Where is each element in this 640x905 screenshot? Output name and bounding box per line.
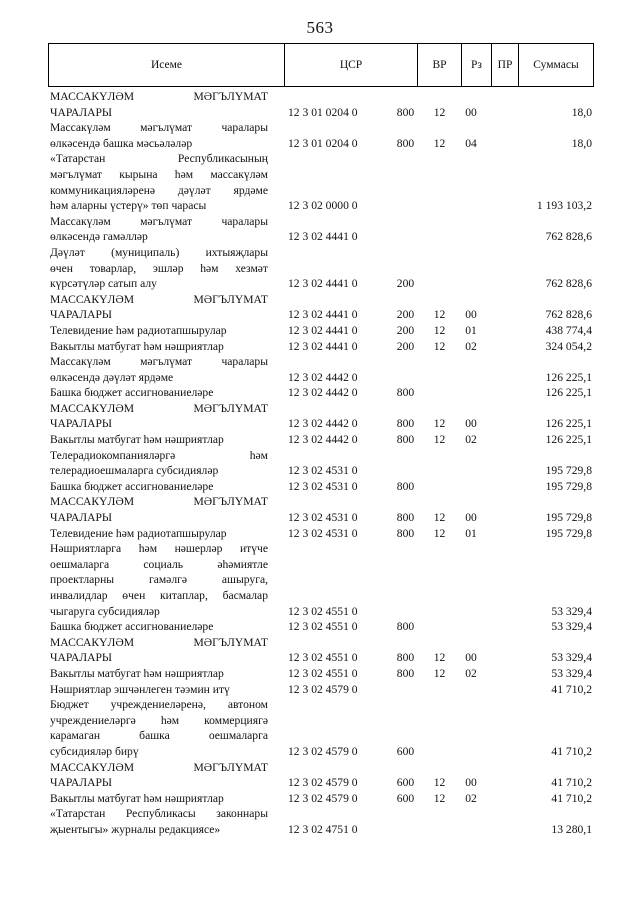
row-name — [50, 245, 268, 292]
row-sum: 195 729,8 — [545, 479, 592, 493]
row-name — [50, 541, 268, 619]
table-row — [50, 323, 594, 339]
row-name-line: Бюджет учреждениеләренә, автоном — [50, 698, 268, 712]
row-name-line: өлкәсендә дәүләт ярдәме — [50, 370, 174, 384]
row-sum: 18,0 — [571, 136, 592, 150]
row-name-line: Нәшриятларга һәм нәшерләр итүче — [50, 542, 268, 556]
row-sum: 53 329,4 — [551, 651, 592, 665]
row-name-line: «Татарстан Республикасының — [50, 152, 268, 166]
row-csr: 12 3 02 4442 0 — [288, 417, 358, 431]
row-csr: 12 3 02 4551 0 — [288, 666, 358, 680]
row-vr: 800 — [396, 620, 415, 634]
row-name-line: ЧАРАЛАРЫ — [50, 417, 113, 431]
row-name-line: карамаган башка оешмаларга — [50, 729, 268, 743]
row-name-line: ЧАРАЛАРЫ — [50, 651, 113, 665]
row-sum: 195 729,8 — [545, 526, 592, 540]
row-vr: 200 — [396, 277, 415, 291]
row-name-line: Башка бюджет ассигнованиеләре — [50, 479, 214, 493]
row-name-line: Массакүләм мәгълүмат чаралары — [50, 214, 268, 228]
row-name-line: ЧАРАЛАРЫ — [50, 776, 113, 790]
row-rz: 12 — [433, 776, 446, 790]
row-name-line: җыентыгы» журналы редакциясе» — [50, 822, 221, 836]
row-pr: 00 — [465, 417, 477, 431]
row-pr: 00 — [465, 105, 477, 119]
row-csr: 12 3 02 4441 0 — [288, 277, 358, 291]
row-pr: 01 — [465, 323, 477, 337]
row-name-line: Телерадиокомпанияләргә һәм — [50, 448, 268, 462]
row-name-line: ЧАРАЛАРЫ — [50, 511, 113, 525]
row-csr: 12 3 02 4579 0 — [288, 791, 358, 805]
row-csr: 12 3 02 4441 0 — [288, 230, 358, 244]
table-row — [50, 541, 594, 619]
row-csr: 12 3 01 0204 0 — [288, 105, 358, 119]
row-rz: 12 — [433, 308, 446, 322]
row-csr: 12 3 02 4551 0 — [288, 604, 358, 618]
row-name — [50, 494, 268, 525]
row-name-line: МАССАКҮЛӘМ МӘГЪЛҮМАТ — [50, 90, 268, 103]
row-vr: 200 — [396, 323, 415, 337]
row-vr: 800 — [396, 417, 415, 431]
row-name-line: һәм аларны үстерү» төп чарасы — [50, 199, 207, 213]
row-sum: 41 710,2 — [551, 791, 592, 805]
row-sum: 41 710,2 — [551, 776, 592, 790]
row-name-line: инвалидлар өчен китаплар, басмалар — [50, 589, 268, 602]
row-name — [50, 323, 268, 339]
row-vr: 600 — [396, 776, 415, 790]
row-name-line: Дәүләт (муниципаль) ихтыяҗлары — [50, 245, 268, 259]
row-pr: 00 — [465, 651, 477, 665]
table-row — [50, 760, 594, 791]
row-csr: 12 3 02 4441 0 — [288, 339, 358, 353]
row-name — [50, 619, 268, 635]
row-name — [50, 479, 268, 495]
row-sum: 41 710,2 — [551, 682, 592, 696]
row-sum: 53 329,4 — [551, 620, 592, 634]
row-rz: 12 — [433, 417, 446, 431]
table-row — [50, 479, 594, 495]
row-sum: 13 280,1 — [551, 822, 592, 836]
row-name-line: Вакытлы матбугат һәм нәшриятлар — [50, 666, 224, 680]
row-name-line: мәгълүмат кырына һәм массакүләм — [50, 167, 268, 181]
row-vr: 600 — [396, 791, 415, 805]
row-sum: 126 225,1 — [545, 370, 592, 384]
row-sum: 762 828,6 — [545, 277, 592, 291]
header-rz: Рз — [462, 44, 492, 86]
row-name — [50, 697, 268, 759]
row-name — [50, 151, 268, 213]
row-name-line: МАССАКҮЛӘМ МӘГЪЛҮМАТ — [50, 635, 268, 649]
table-row — [50, 151, 594, 213]
row-name-line: Нәшриятлар эшчәнлеген тәэмин итү — [50, 682, 230, 696]
table-row — [50, 791, 594, 807]
row-name-line: субсидияләр бирү — [50, 744, 139, 758]
row-sum: 126 225,1 — [545, 386, 592, 400]
row-name — [50, 292, 268, 323]
row-pr: 02 — [465, 666, 477, 680]
row-sum: 53 329,4 — [551, 604, 592, 618]
row-name-line: өчен товарлар, эшләр һәм хезмәт — [50, 261, 268, 275]
page-number: 563 — [306, 18, 334, 37]
table-row — [50, 635, 594, 666]
row-name-line: оешмаларга социаль әһәмиятле — [50, 557, 268, 571]
row-vr: 800 — [396, 433, 415, 447]
row-rz: 12 — [433, 433, 446, 447]
header-csr: ЦСР — [285, 44, 418, 86]
row-pr: 00 — [465, 776, 477, 790]
row-name-line: чыгаруга субсидияләр — [50, 604, 160, 618]
row-csr: 12 3 02 4579 0 — [288, 682, 358, 696]
row-name-line: Вакытлы матбугат һәм нәшриятлар — [50, 791, 224, 805]
row-name-line: ЧАРАЛАРЫ — [50, 105, 113, 119]
row-sum: 1 193 103,2 — [536, 199, 592, 213]
row-rz: 12 — [433, 511, 446, 525]
header-name: Исеме — [49, 44, 285, 86]
row-name-line: Массакүләм мәгълүмат чаралары — [50, 355, 268, 369]
row-vr: 800 — [396, 666, 415, 680]
table-row — [50, 401, 594, 432]
table-row — [50, 432, 594, 448]
table-row — [50, 339, 594, 355]
row-vr: 200 — [396, 339, 415, 353]
row-rz: 12 — [433, 666, 446, 680]
row-name-line: ЧАРАЛАРЫ — [50, 308, 113, 322]
table-row — [50, 292, 594, 323]
header-sum: Суммасы — [533, 59, 579, 71]
row-name-line: өлкәсендә гамәлләр — [50, 230, 148, 244]
table-row — [50, 494, 594, 525]
row-vr: 800 — [396, 386, 415, 400]
row-sum: 195 729,8 — [545, 464, 592, 478]
table-row — [50, 619, 594, 635]
row-csr: 12 3 01 0204 0 — [288, 136, 358, 150]
table-row — [50, 697, 594, 759]
table-row — [50, 385, 594, 401]
table-header — [48, 43, 594, 87]
table-row — [50, 526, 594, 542]
row-name-line: Вакытлы матбугат һәм нәшриятлар — [50, 339, 224, 353]
table-row — [50, 120, 594, 151]
row-name-line: «Татарстан Республикасы законнары — [50, 807, 268, 821]
row-csr: 12 3 02 4441 0 — [288, 323, 358, 337]
row-name-line: Телевидение һәм радиотапшырулар — [50, 526, 227, 540]
row-name — [50, 120, 268, 151]
row-name — [50, 432, 268, 448]
row-csr: 12 3 02 4442 0 — [288, 433, 358, 447]
row-csr: 12 3 02 4751 0 — [288, 822, 358, 836]
row-name — [50, 682, 268, 698]
row-name-line: күрсәтүләр сатып алу — [50, 277, 157, 291]
row-name-line: Вакытлы матбугат һәм нәшриятлар — [50, 433, 224, 447]
row-name-line: учреждениеләргә һәм коммерциягә — [50, 713, 268, 727]
row-sum: 438 774,4 — [545, 323, 592, 337]
row-name-line: Массакүләм мәгълүмат чаралары — [50, 121, 268, 135]
row-sum: 762 828,6 — [545, 230, 592, 244]
row-name-line: телерадиоешмаларга субсидияләр — [50, 464, 219, 478]
row-sum: 324 054,2 — [545, 339, 592, 353]
row-csr: 12 3 02 4579 0 — [288, 776, 358, 790]
row-pr: 02 — [465, 791, 477, 805]
row-csr: 12 3 02 4531 0 — [288, 464, 358, 478]
row-rz: 12 — [433, 136, 446, 150]
row-rz: 12 — [433, 791, 446, 805]
row-csr: 12 3 02 4531 0 — [288, 479, 358, 493]
row-sum: 195 729,8 — [545, 511, 592, 525]
row-csr: 12 3 02 4442 0 — [288, 370, 358, 384]
row-name — [50, 526, 268, 542]
table-row — [50, 89, 594, 120]
table-row — [50, 682, 594, 698]
row-name — [50, 760, 268, 791]
row-sum: 126 225,1 — [545, 417, 592, 431]
row-sum: 18,0 — [571, 105, 592, 119]
table-row — [50, 354, 594, 385]
row-name — [50, 354, 268, 385]
row-pr: 02 — [465, 433, 477, 447]
table-row — [50, 214, 594, 245]
row-name-line: өлкәсендә башка мәсьәләләр — [50, 136, 193, 150]
row-name-line: Башка бюджет ассигнованиеләре — [50, 386, 214, 400]
row-name-line: проектларны гамәлгә ашыруга, — [50, 573, 268, 587]
row-name — [50, 666, 268, 682]
row-sum: 126 225,1 — [545, 433, 592, 447]
row-vr: 800 — [396, 105, 415, 119]
row-csr: 12 3 02 4441 0 — [288, 308, 358, 322]
row-csr: 12 3 02 4551 0 — [288, 620, 358, 634]
row-name — [50, 401, 268, 432]
table-body — [50, 89, 594, 838]
row-name-line: Телевидение һәм радиотапшырулар — [50, 323, 227, 337]
row-name — [50, 339, 268, 355]
row-sum: 762 828,6 — [545, 308, 592, 322]
row-rz: 12 — [433, 651, 446, 665]
row-csr: 12 3 02 0000 0 — [288, 199, 358, 213]
row-rz: 12 — [433, 526, 446, 540]
row-csr: 12 3 02 4531 0 — [288, 511, 358, 525]
row-name — [50, 89, 268, 120]
row-rz: 12 — [433, 105, 446, 119]
row-vr: 800 — [396, 651, 415, 665]
row-csr: 12 3 02 4531 0 — [288, 526, 358, 540]
row-csr: 12 3 02 4579 0 — [288, 744, 358, 758]
row-csr: 12 3 02 4551 0 — [288, 651, 358, 665]
row-vr: 200 — [396, 308, 415, 322]
row-name-line: МАССАКҮЛӘМ МӘГЪЛҮМАТ — [50, 401, 268, 415]
row-name-line: МАССАКҮЛӘМ МӘГЪЛҮМАТ — [50, 292, 268, 306]
header-pr: ПР — [492, 44, 519, 86]
row-pr: 01 — [465, 526, 477, 540]
row-name — [50, 385, 268, 401]
row-vr: 800 — [396, 479, 415, 493]
row-rz: 12 — [433, 323, 446, 337]
row-pr: 04 — [465, 136, 477, 150]
row-rz: 12 — [433, 339, 446, 353]
row-sum: 41 710,2 — [551, 744, 592, 758]
table-row — [50, 448, 594, 479]
row-pr: 02 — [465, 339, 477, 353]
row-name — [50, 806, 268, 837]
row-name — [50, 635, 268, 666]
row-vr: 800 — [396, 511, 415, 525]
row-csr: 12 3 02 4442 0 — [288, 386, 358, 400]
row-name-line: Башка бюджет ассигнованиеләре — [50, 620, 214, 634]
row-name — [50, 448, 268, 479]
header-vr: ВР — [418, 44, 462, 86]
row-sum: 53 329,4 — [551, 666, 592, 680]
row-vr: 800 — [396, 526, 415, 540]
table-row — [50, 245, 594, 292]
table-row — [50, 666, 594, 682]
row-vr: 600 — [396, 744, 415, 758]
row-vr: 800 — [396, 136, 415, 150]
row-pr: 00 — [465, 511, 477, 525]
row-pr: 00 — [465, 308, 477, 322]
row-name — [50, 791, 268, 807]
table-row — [50, 806, 594, 837]
row-name — [50, 214, 268, 245]
row-name-line: коммуникацияләренә дәүләт ярдәме — [50, 183, 268, 197]
row-name-line: МАССАКҮЛӘМ МӘГЪЛҮМАТ — [50, 495, 268, 509]
row-name-line: МАССАКҮЛӘМ МӘГЪЛҮМАТ — [50, 760, 268, 774]
